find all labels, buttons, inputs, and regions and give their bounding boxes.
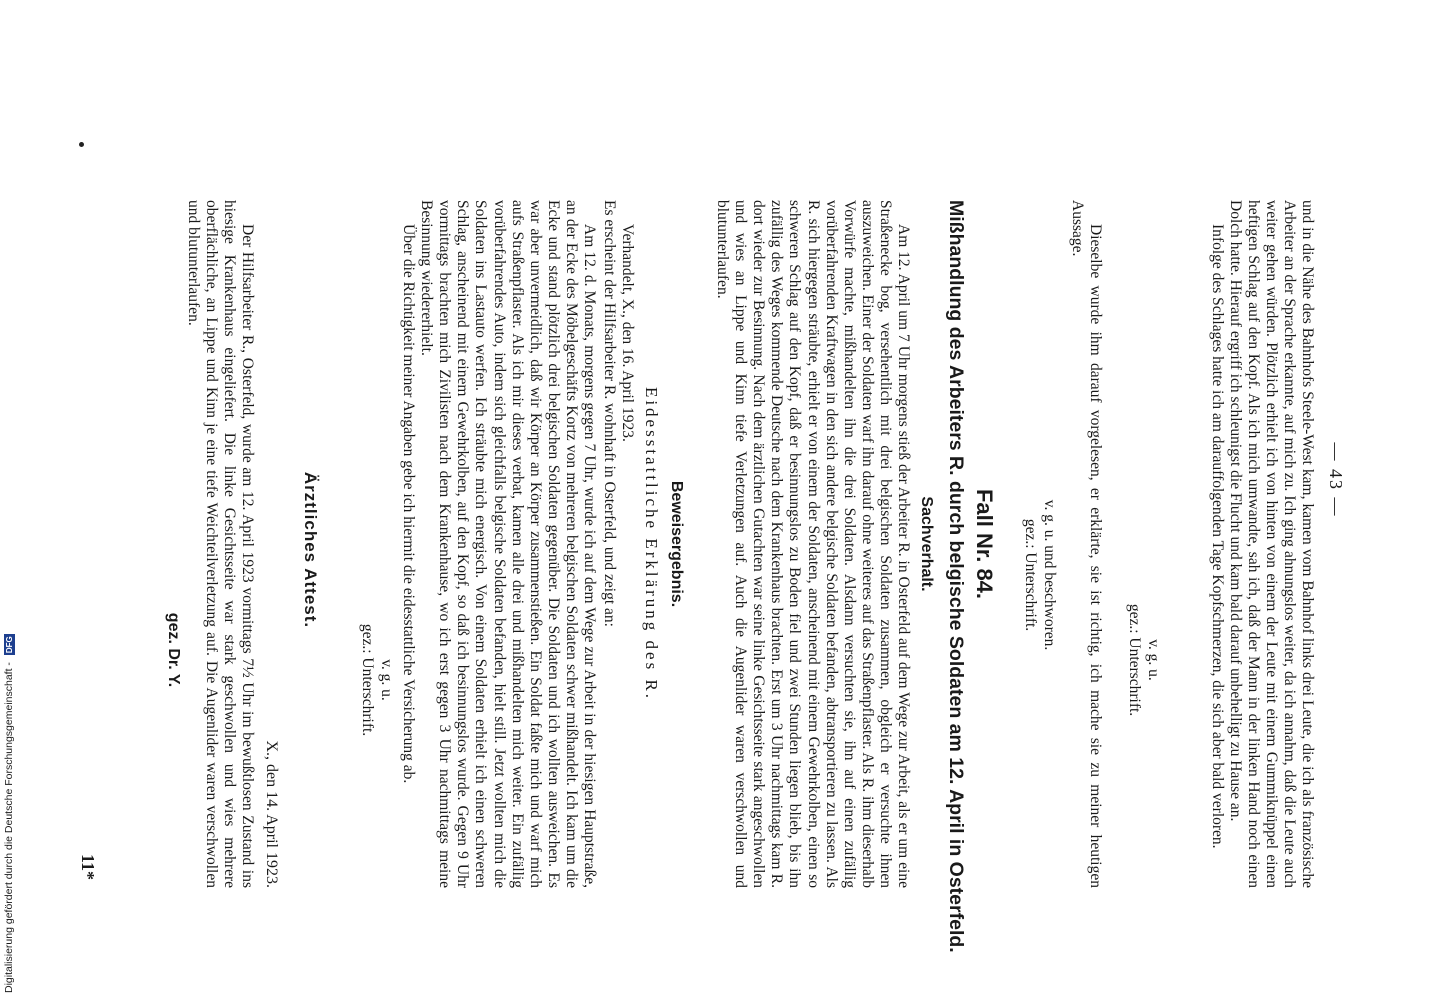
- affidavit-heading: Eidesstattliche Erklärung des R.: [642, 386, 661, 702]
- affidavit-intro: [600, 200, 636, 888]
- footer-text: Digitalisierung gefördert durch die Deutsche Forschungsgemeinschaft -: [3, 662, 15, 993]
- affidavit-line-2: Es erscheint der Hilfsarbeiter R. wohnhaft in Osterfeld, und zeigt an:: [600, 200, 618, 627]
- medical-text: Der Hilfsarbeiter R., Osterfeld, wurde am 12. April 1923 vormittags 7½ Uhr im bewußtlosen Zustand ins hiesige Krankenhaus eingeliefert. Die linke Gesichtsseite war stark geschwollen und wies mehrere oberflächliche, an Lippe und Kinn je eine tiefe Weichteilverletzung auf. Die Augenlider waren verschwollen und blutunterlaufen.: [184, 200, 256, 888]
- intro-paragraph: [1207, 200, 1316, 888]
- medical-date: X., den 14. April 1923.: [263, 740, 280, 888]
- affidavit-line-1: Verhandelt, X., den 16. April 1923.: [619, 224, 636, 442]
- medical-heading: Ärztliches Attest.: [301, 471, 320, 629]
- case-subtitle: Mißhandlung des Arbeiters R. durch belgische Soldaten am 12. April in Osterfeld.: [945, 200, 967, 953]
- read-text: Dieselbe wurde ihm darauf vorgelesen, er erklärte, sie ist richtig, ich mache sie zu meiner heutigen Aussage.: [1068, 200, 1104, 888]
- signature-block-2: [1021, 410, 1058, 740]
- intro-text-2: Infolge des Schlages hatte ich am darauffolgenden Tage Kopfschmerzen, die sich aber bald verloren.: [1208, 224, 1226, 849]
- signature-block-3: [358, 580, 395, 780]
- dfg-footer: [3, 634, 15, 993]
- facts-text: Am 12. April um 7 Uhr morgens stieß der Arbeiter R. in Osterfeld auf dem Wege zur Arbeit, als er um eine Straßenecke bog, versehentlich mit drei belgischen Soldaten zusammen, obgleich er versuchte ihnen auszuweichen. Einer der Soldaten warf ihn darauf ohne weiteres auf das Straßenpflaster. Als R. ihm dieserhalb Vorwürfe machte, mißhandelten ihn die drei Soldaten. Alsdann versuchten sie, ihn auf einen zufällig vorüberfahrenden Kraftwagen in den sich andere belgische Soldaten befanden, abtransportieren zu lassen. Als R. sich hiergegen sträubte, erhielt er von einem der Soldaten, anscheinend mit einem Gewehrkolben, einen so schweren Schlag auf den Kopf, daß er besinnungslos zu Boden fiel und zwei Stunden liegen blieb, bis ihn zufällig des Weges kommende Deutsche nach dem Krankenhaus brachten. Erst um 3 Uhr nachmittags kam R. dort wieder zur Besinnung. Nach dem ärztlichen Gutachten war seine linke Gesichtsseite stark angeschwollen und wies an Lippe und Kinn tiefe Verletzungen auf. Auch die Augenlider waren verschwollen und blutunterlaufen.: [714, 200, 912, 888]
- page-number: — 43 —: [1326, 442, 1346, 518]
- affidavit-body: [399, 200, 598, 888]
- doctor-signature: gez. Dr. Y.: [165, 612, 182, 688]
- sig1-line-1: v. g. u.: [1145, 639, 1162, 681]
- sig2-line-1: v. g. u. und beschworen.: [1041, 499, 1058, 651]
- ink-dot: [79, 142, 84, 147]
- read-statement: [1068, 200, 1104, 888]
- signature-mark: 11*: [78, 853, 98, 880]
- sig3-line-1: v. g. u.: [378, 659, 395, 701]
- intro-text-1: und in die Nähe des Bahnhofs Steele-West kam, kamen vom Bahnhof links drei Leute, die ich als französische Arbeiter an der Sprache erkannte, auf mich zu. Ich ging ahnungslos weiter, da ich annahm, daß die Leute auch weiter gehen würden. Plötzlich erhielt ich von hinten von einem der Leute mit einem Gummiknüppel einen heftigen Schlag auf den Kopf. Als ich mich umwandte, sah ich, daß der Mann in der linken Hand noch einen Dolch hatte. Hierauf ergriff ich schleunigst die Flucht und kam bald darauf unbehelligt zu Hause an.: [1226, 200, 1316, 888]
- evidence-heading: Beweisergebnis.: [668, 480, 685, 608]
- affidavit-close: Über die Richtigkeit meiner Angaben gebe ich hiermit die eidesstattliche Versicherung ab.: [400, 224, 418, 784]
- dfg-logo-icon: DFG: [4, 636, 14, 654]
- sig1-line-2: gez.: Unterschrift.: [1126, 603, 1144, 717]
- signature-block-1: [1125, 560, 1162, 760]
- medical-paragraph: [184, 200, 256, 888]
- facts-heading: Sachverhalt.: [918, 496, 935, 592]
- facts-paragraph: [713, 200, 912, 888]
- case-title: Fall Nr. 84.: [972, 488, 997, 600]
- affidavit-text: Am 12. d. Monats, morgens gegen 7 Uhr, wurde ich auf dem Wege zur Arbeit in der hiesigen Hauptstraße, an der Ecke des Möbelgeschäfts Kortz von mehreren belgischen Soldaten schwer mißhandelt. Ich kam um die Ecke und stand plötzlich drei belgischen Soldaten gegenüber. Die Soldaten und ich wollten ausweichen. Es war aber unvermeidlich, daß wir Körper an Körper zusammenstießen. Ein Soldat faßte mich und warf mich aufs Straßenpflaster. Als ich mir dieses verbat, kamen alle drei und mißhandelten mich weiter. Ein zufällig vorüberfahrendes Auto, indem sich gleichfalls belgische Soldaten befanden, hielt still. Jetzt wollten mich die Soldaten ins Lastauto werfen. Ich sträubte mich energisch. Von einem Soldaten erhielt ich einen schweren Schlag, anscheinend mit einem Gewehrkolben, auf den Kopf, so daß ich besinnungslos wurde. Gegen 9 Uhr vormittags brachten mich Zivilisten nach dem Krankenhause, wo ich erst gegen 3 Uhr nachmittags meine Besinnung wiedererhielt.: [418, 200, 598, 888]
- sig3-line-2: gez.: Unterschrift.: [359, 623, 377, 737]
- sig2-line-2: gez.: Unterschrift.: [1022, 518, 1040, 632]
